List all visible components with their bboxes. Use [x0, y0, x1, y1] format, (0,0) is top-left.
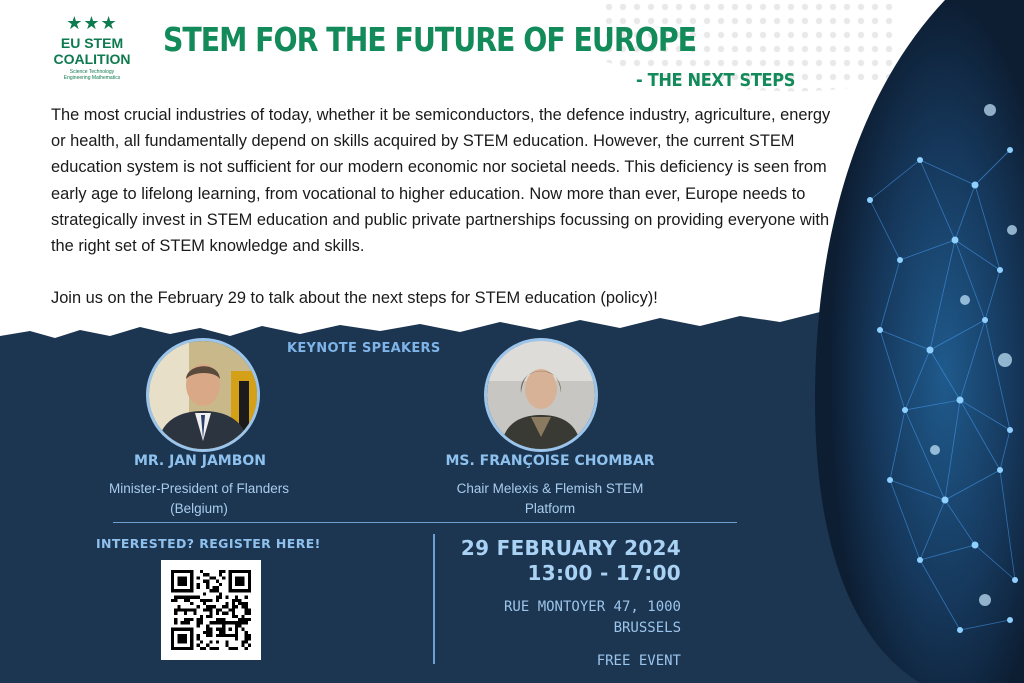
- intro-paragraph: The most crucial industries of today, whether it be semiconductors, the defence industry, agriculture, energy or health, all fundamentally depend on skills acquired by STEM education. However, the current STEM education system is not sufficient for our modern economic nor societal needs. This deficiency is seen from early age to lifelong learning, from vocational to higher education. Now more than ever, Europe needs to strategically invest in STEM education and public private partnerships focussing on providing everyone with the right set of STEM knowledge and skills.: [51, 106, 831, 256]
- star-icon: ★★★: [66, 13, 118, 33]
- event-time: 13:00 - 17:00: [527, 561, 681, 585]
- speaker-role-1: Minister-President of Flanders (Belgium): [108, 481, 290, 516]
- vertical-divider: [433, 534, 435, 664]
- speaker-name-2: MS. FRANÇOISE CHOMBAR: [445, 453, 655, 469]
- register-label: INTERESTED? REGISTER HERE!: [96, 536, 321, 551]
- eu-stem-coalition-logo: [52, 14, 132, 81]
- speaker-name-1: MR. JAN JAMBON: [133, 453, 267, 469]
- qr-code-icon[interactable]: [161, 560, 261, 660]
- keynote-speakers-label: KEYNOTE SPEAKERS: [287, 341, 441, 356]
- invitation-text: Join us on the February 29 to talk about the next steps for STEM education (policy)!: [51, 289, 658, 308]
- network-globe-graphic: [815, 0, 1024, 683]
- event-date: 29 FEBRUARY 2024: [460, 536, 681, 560]
- speaker-photo-chombar: [484, 338, 598, 452]
- horizontal-divider: [113, 522, 737, 523]
- free-event-label: FREE EVENT: [596, 653, 681, 669]
- intro-text: [51, 102, 836, 311]
- logo-tagline: Science Technology Engineering Mathematics: [63, 69, 121, 81]
- page-title: STEM FOR THE FUTURE OF EUROPE: [163, 20, 696, 59]
- speaker-role-2: Chair Melexis & Flemish STEM Platform: [456, 481, 644, 516]
- event-address: RUE MONTOYER 47, 1000 BRUSSELS: [503, 599, 681, 636]
- page-subtitle: - THE NEXT STEPS: [636, 70, 796, 91]
- speaker-photo-jambon: [146, 338, 260, 452]
- logo-name: EU STEM COALITION: [53, 35, 131, 67]
